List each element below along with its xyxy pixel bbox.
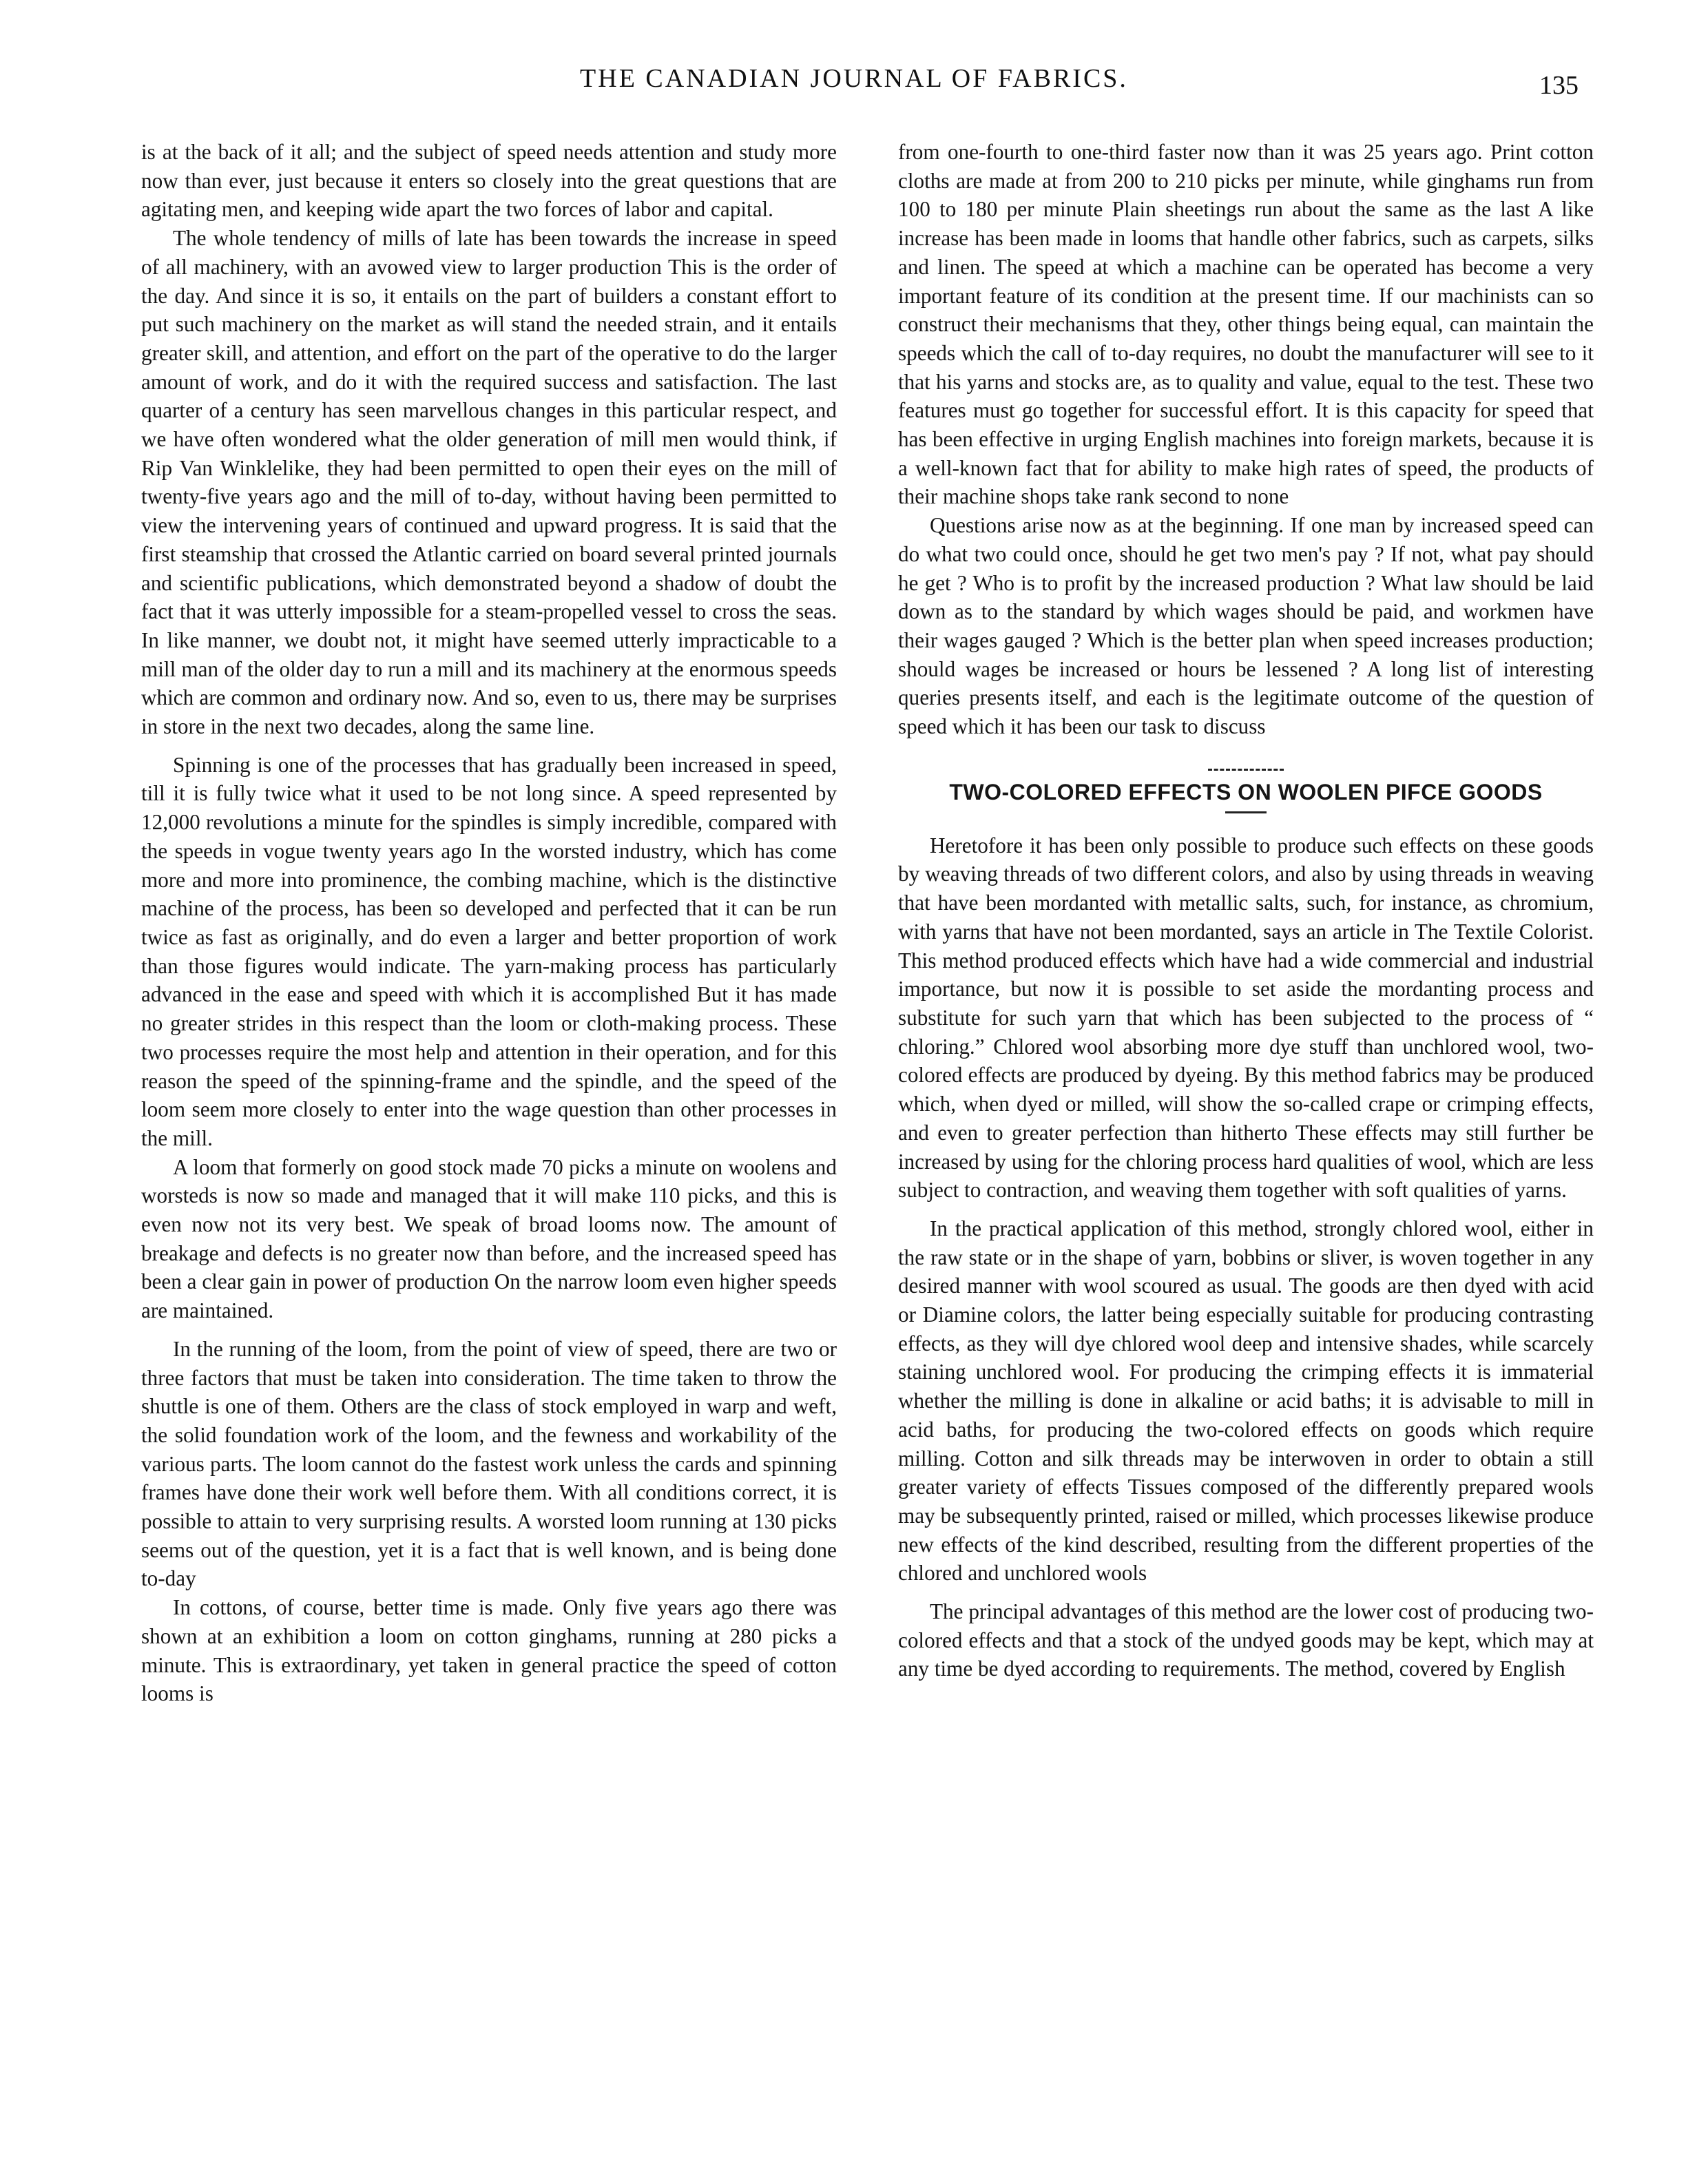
running-header	[0, 63, 1708, 105]
journal-title: THE CANADIAN JOURNAL OF FABRICS.	[580, 64, 1128, 93]
paragraph: is at the back of it all; and the subject of speed needs attention and study more now than ever, just because it enters so closely into the great questions that are agitating men, and keeping wide apart the two forces of labor and capital.	[141, 140, 837, 222]
paragraph: from one-fourth to one-third faster now than it was 25 years ago. Print cotton cloths are made at from 200 to 210 picks per minute, while ginghams run from 100 to 180 per minute Plain sheetings run about the same as the last A like increase has been made in looms that handle other fabrics, such as carpets, silks and linen. The speed at which a machine can be operated has become a very important feature of its condition at the present time. If our machinists can so construct their mechanisms that they, other things being equal, can maintain the speeds which the call of to-day requires, no doubt the manufacturer will see to it that his yarns and stocks are, as to quality and value, equal to the test. These two features must go together for successful effort. It is this capacity for speed that has been effective in urging English machines into foreign markets, because it is a well-known fact that for ability to make high rates of speed, the products of their machine shops take rank second to none	[898, 140, 1594, 509]
title-rule	[1225, 811, 1267, 813]
paragraph: In cottons, of course, better time is made. Only five years ago there was shown at an exhibition a loom on cotton ginghams, running at 280 picks a minute. This is extraordinary, yet taken in general practice the speed of cotton looms is	[141, 1595, 837, 1706]
paragraph: Heretofore it has been only possible to produce such effects on these goods by weaving threads of two different colors, and also by using threads in weaving that have been mordanted with metallic salts, such, for instance, as chromium, with yarns that have not been mordanted, says an article in The Textile Colorist. This method produced effects which have had a wide commercial and industrial importance, but now it is possible to set aside the mordanting process and substitute for such yarn that which has been subjected to the process of “ chloring.” Chlored wool absorbing more dye stuff than unchlored wool, two-colored effects are produced by dyeing. By this method fabrics may be produced which, when dyed or milled, will show the so-called crape or crimping effects, and even to greater perfection than hitherto These effects may still further be increased by using for the chloring process hard qualities of wool, which are less subject to contraction, and weaving them together with soft qualities of yarns.	[898, 833, 1594, 1203]
paragraph: In the practical application of this method, strongly chlored wool, either in the raw state or in the shape of yarn, bobbins or sliver, is woven together in any desired manner with wool scoured as usual. The goods are then dyed with acid or Diamine colors, the latter being especially suitable for producing contrasting effects, as they will dye chlored wool deep and intensive shades, while scarcely staining unchlored wool. For producing the crimping effects it is immaterial whether the milling is done in alkaline or acid baths; it is advisable to mill in acid baths, for producing the two-colored effects on goods which require milling. Cotton and silk threads may be interwoven in order to obtain a still greater variety of effects Tissues composed of the differently prepared wools may be subsequently printed, raised or milled, which processes likewise produce new effects of the kind described, resulting from the different properties of the chlored and unchlored wools	[898, 1216, 1594, 1586]
section-separator	[898, 754, 1594, 767]
right-column	[898, 138, 1594, 1683]
paragraph: In the running of the loom, from the point of view of speed, there are two or three factors that must be taken into consideration. The time taken to throw the shuttle is one of them. Others are the class of stock employed in warp and weft, the solid foundation work of the loom, and the fewness and workability of the various parts. The loom cannot do the fastest work unless the cards and spinning frames have done their work well before them. With all conditions correct, it is possible to attain to very surprising results. A worsted loom running at 130 picks seems out of the question, yet it is a fact that is well known, and is being done to-day	[141, 1336, 837, 1591]
paragraph: A loom that formerly on good stock made 70 picks a minute on woolens and worsteds is now so made and managed that it will make 110 picks, and this is even now not its very best. We speak of broad looms now. The amount of breakage and defects is no greater now than before, and the increased speed has been a clear gain in power of production On the narrow loom even higher speeds are maintained.	[141, 1154, 837, 1323]
paragraph: Questions arise now as at the beginning. If one man by increased speed can do what two could once, should he get two men's pay ? If not, what pay should he get ? Who is to profit by the increased production ? What law should be laid down as to the standard by which wages should be paid, and workmen have their wages gauged ? Which is the better plan when speed increases production; should wages be increased or hours be lessened ? A long list of interesting queries presents itself, and each is the legitimate outcome of the question of speed which it has been our task to discuss	[898, 513, 1594, 739]
paragraph: Spinning is one of the processes that has gradually been increased in speed, till it is fully twice what it used to be not long since. A speed represented by 12,000 revolutions a minute for the spindles is simply incredible, compared with the speeds in vogue twenty years ago In the worsted industry, which has come more and more into prominence, the combing machine, which is the distinctive machine of the process, has been so developed and perfected that it can be run twice as fast as originally, and do even a larger and better proportion of work than those figures would indicate. The yarn-making process has particularly advanced in the ease and speed with which it is accomplished But it has made no greater strides in this respect than the loom or cloth-making process. These two processes require the most help and attention in their operation, and for this reason the speed of the spinning-frame and the spindle, and the speed of the loom seem more closely to enter into the wage question than other processes in the mill.	[141, 752, 837, 1150]
page-number: 135	[1539, 71, 1579, 100]
paragraph: The principal advantages of this method are the lower cost of producing two-colored effects and that a stock of the undyed goods may be kept, which may at any time be dyed according to requirements. The method, covered by English	[898, 1599, 1594, 1681]
left-column	[141, 138, 837, 1708]
paragraph: The whole tendency of mills of late has been towards the increase in speed of all machinery, with an avowed view to larger production This is the order of the day. And since it is so, it entails on the part of builders a constant effort to put such machinery on the market as will stand the needed strain, and it entails greater skill, and attention, and effort on the part of the operative to do the larger amount of work, and do it with the required success and satisfaction. The last quarter of a century has seen marvellous changes in this particular respect, and we have often wondered what the older generation of mill men would think, if Rip Van Winklelike, they had been permitted to open their eyes on the mill of twenty-five years ago and the mill of to-day, without having been permitted to view the intervening years of continued and upward progress. It is said that the first steamship that crossed the Atlantic carried on board several printed journals and scientific publications, which demonstrated beyond a shadow of doubt the fact that it was utterly impossible for a steam-propelled vessel to cross the seas. In like manner, we doubt not, it might have seemed utterly impracticable to a mill man of the older day to run a mill and its machinery at the enormous speeds which are common and ordinary now. And so, even to us, there may be surprises in store in the next two decades, along the same line.	[141, 226, 837, 739]
article-title: TWO-COLORED EFFECTS ON WOOLEN PIFCE GOODS	[949, 779, 1543, 804]
